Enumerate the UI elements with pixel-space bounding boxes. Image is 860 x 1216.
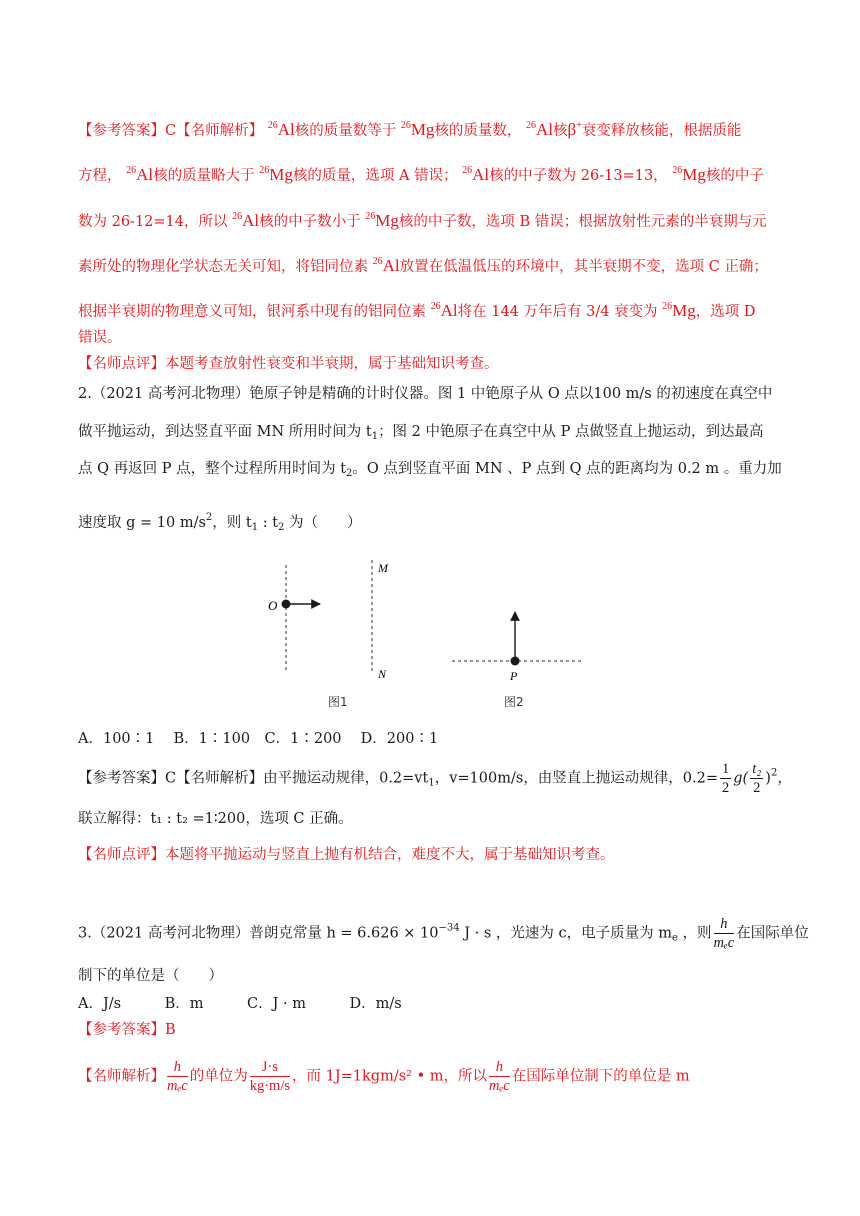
text: 的单位为 [189, 1068, 248, 1085]
text: 核的中子数为 26-13=13， [489, 168, 668, 184]
q2-options: A．100∶1 B．1∶100 C．1∶200 D．200∶1 [78, 731, 439, 747]
caption-fig2: 图2 [504, 695, 524, 709]
q2-solve: 联立解得：t₁ : t₂ =1∶200，选项 C 正确。 [78, 811, 353, 827]
q3-line-1 [78, 915, 809, 952]
den: mₑc [489, 1078, 510, 1094]
text: 将在 144 万年后有 3/4 衰变为 [457, 304, 658, 320]
text: ；图 2 中铯原子在真空中从 P 点做竖直上抛运动，到达最高 [378, 424, 764, 440]
label-n: N [378, 667, 387, 681]
text: 做平抛运动，到达竖直平面 MN 所用时间为 t [78, 424, 372, 440]
nuclide-al: $^{26}$Al [126, 165, 154, 184]
sub: 2 [278, 522, 285, 533]
text: 核的中子数小于 [259, 214, 361, 230]
label-o: O [268, 598, 278, 613]
den: mₑc [713, 935, 735, 951]
text: 在国际单位制下的单位是 m [511, 1068, 690, 1085]
num: h [489, 1058, 510, 1077]
text: : t [258, 515, 279, 531]
fraction-h-over-mec [167, 1058, 188, 1095]
text: 根据半衰期的物理意义可知，银河系中现有的铝同位素 [78, 304, 426, 320]
sup: −34 [438, 922, 460, 934]
p1-line-6: 错误。 [78, 330, 122, 346]
nuclide-al: $^{26}$Al [267, 120, 295, 139]
den: kg·m/s [249, 1078, 290, 1094]
text: 素所处的物理化学状态无关可知，将铝同位素 [78, 259, 368, 275]
text: 点 Q 再返回 P 点，整个过程所用时间为 t [78, 461, 347, 477]
text: ，则 t [212, 515, 252, 531]
text: 为（ ） [284, 515, 362, 531]
nuclide-al: $^{26}$Al [430, 301, 458, 320]
sub: 2 [346, 468, 353, 479]
beta-plus: β+ [567, 120, 582, 139]
text: 核的中子数，选项 B 错误；根据放射性元素的半衰期与元 [398, 214, 767, 230]
text: 。O 点到竖直平面 MN 、P 点到 Q 点的距离均为 0.2 m 。重力加 [352, 461, 782, 477]
sup: 2 [770, 767, 778, 779]
text: 3.（2021 高考河北物理）普朗克常量 h = 6.626 × 10 [78, 925, 439, 942]
nuclide-al: $^{26}$Al [372, 256, 400, 275]
text: 核 [553, 123, 568, 139]
q3-explanation [78, 1058, 690, 1095]
text: 放置在低温低压的环境中，其半衰期不变，选项 C 正确； [399, 259, 768, 275]
nuclide-mg: $^{26}$Mg [365, 211, 399, 230]
text: 核的质量，选项 A 错误； [292, 168, 458, 184]
label-m: M [378, 561, 388, 575]
text: 核的质量数等于 [294, 123, 397, 139]
sub: 1 [251, 522, 259, 533]
fraction-t2-over-2 [750, 760, 763, 797]
fraction-unit [250, 1058, 290, 1095]
fraction-half [720, 760, 731, 797]
num: t₂ [752, 761, 762, 777]
text: 在国际单位 [736, 925, 809, 942]
nuclide-mg: $^{26}$Mg [672, 165, 706, 184]
text: ，v=100m/s，由竖直上抛运动规律，0.2= [434, 770, 719, 787]
q3-answer: 【参考答案】B [78, 1022, 176, 1038]
text: 数为 26-12=14，所以 [78, 214, 228, 230]
nuclide-mg: $^{26}$Mg [400, 120, 435, 139]
text: 速度取 g = 10 m/s [78, 515, 206, 531]
fraction-h-over-mec [489, 1058, 510, 1095]
num: h [167, 1058, 188, 1077]
q2-line-1: 2.（2021 高考河北物理）铯原子钟是精确的计时仪器。图 1 中铯原子从 O 点以100 m/s 的初速度在真空中 [78, 386, 773, 402]
q3-options: A．J/s B．m C．J · m D．m/s [78, 996, 402, 1012]
nuclide-al: $^{26}$Al [526, 120, 554, 139]
q3-line-2: 制下的单位是（ ） [78, 968, 223, 984]
caption-fig1: 图1 [328, 695, 348, 709]
text: 【参考答案】C【名师解析】由平抛运动规律，0.2=vt [78, 770, 429, 787]
q2-comment: 【名师点评】本题将平抛运动与竖直上抛有机结合，难度不大，属于基础知识考查。 [78, 847, 615, 863]
sup: 2 [205, 512, 213, 523]
sub: e [672, 932, 678, 944]
text: J · s ，光速为 c，电子质量为 m [459, 925, 672, 942]
answer-label: 【参考答案】C【名师解析】 [78, 123, 264, 139]
text: 核的质量略大于 [153, 168, 255, 184]
nuclide-mg: $^{26}$Mg [259, 165, 293, 184]
den: 2 [722, 780, 730, 796]
text: 核的中子 [705, 168, 764, 184]
text: 【名师解析】 [78, 1068, 165, 1085]
nuclide-mg: $^{26}$Mg [662, 301, 696, 320]
text: ，选项 D [695, 304, 756, 320]
q2-answer: 【参考答案】C【名师解析】由平抛运动规律，$0.2=vt_1$，v=100m/s，由竖直上抛运动规律，0.2= $\frac{1}{2}$ g( $\frac{\text{t₂}}{2}$ )$^2$， [78, 761, 792, 796]
text: 衰变释放核能，根据质能 [581, 123, 742, 139]
text: 方程， [78, 168, 122, 184]
text: ) [765, 770, 771, 787]
den: 2 [753, 780, 761, 796]
num: 1 [722, 761, 730, 777]
text: ，则 [677, 925, 712, 942]
label-p: P [510, 669, 518, 683]
nuclide-al: $^{26}$Al [462, 165, 490, 184]
p1-comment: 【名师点评】本题考查放射性衰变和半衰期，属于基础知识考查。 [78, 356, 499, 372]
nuclide-al: $^{26}$Al [232, 211, 260, 230]
den: mₑc [167, 1078, 188, 1094]
text: 核的质量数， [434, 123, 522, 139]
num: J·s [250, 1058, 290, 1077]
text: g( [733, 770, 749, 787]
sub: 1 [428, 777, 435, 789]
num: h [714, 915, 735, 934]
fraction-h-over-mec [714, 915, 735, 952]
text: ，而 1J=1kgm/s² • m，所以 [292, 1068, 487, 1085]
sub: 1 [371, 431, 379, 442]
